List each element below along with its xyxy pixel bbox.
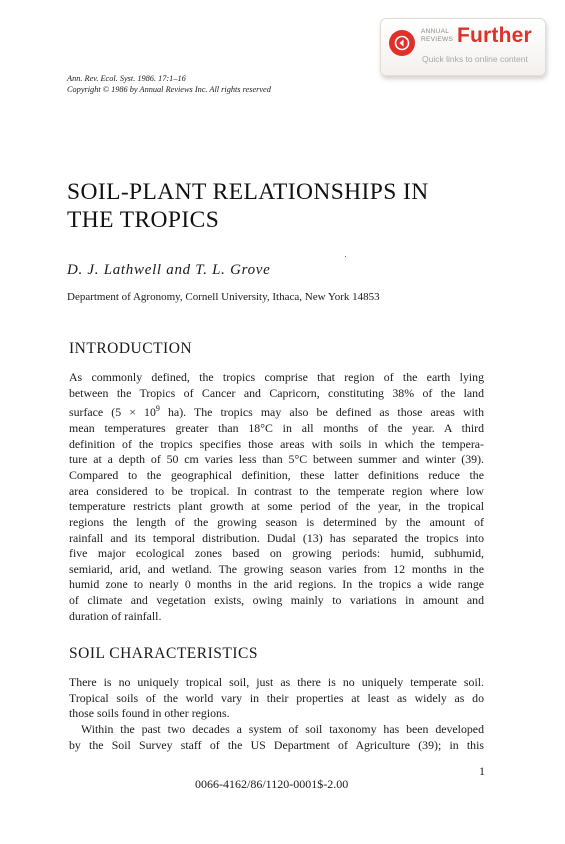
text-line: those soils found in other regions.	[69, 706, 230, 721]
annual-reviews-label: ANNUAL REVIEWS	[421, 28, 454, 43]
text-line: Tropical soils of the world vary in their properties at least as widely as do	[69, 690, 484, 705]
further-label: Further	[457, 24, 532, 47]
soil-characteristics-paragraph	[69, 675, 484, 753]
text-fragment: ha). The tropics may also be defined as those areas with	[159, 405, 484, 420]
scan-speck	[345, 256, 346, 257]
article-code: 0066-4162/86/1120-0001$-2.00	[195, 777, 349, 791]
text-line: Compared to the geographical definition, these latter definitions reduce the	[69, 467, 484, 482]
text-line: duration of rainfall.	[69, 608, 162, 623]
author-affiliation: Department of Agronomy, Cornell University, Ithaca, New York 14853	[67, 291, 380, 303]
title-line: THE TROPICS	[67, 207, 220, 233]
text-line: There is no uniquely tropical soil, just as there is no uniquely temperate soil.	[69, 675, 484, 689]
text-line: As commonly defined, the tropics comprise that region of the earth lying	[69, 370, 484, 384]
text-line: by the Soil Survey staff of the US Department of Agriculture (39); in this	[69, 737, 484, 752]
text-line: humid zone to nearly 0 months in the arid regions. In the tropics a wide range	[69, 577, 484, 592]
annual-reviews-logo-icon	[389, 30, 415, 56]
section-heading-introduction: INTRODUCTION	[69, 340, 193, 357]
text-line: semiarid, arid, and wetland. The growing season varies from 12 months in the	[69, 561, 484, 576]
text-line: rainfall and its temporal distribution. Dudal (13) has separated the tropics into	[69, 530, 484, 545]
text-line: regions the length of the growing season is determined by the amount of	[69, 514, 484, 529]
article-title	[67, 178, 429, 234]
further-links-badge[interactable]	[380, 18, 546, 76]
text-line	[69, 401, 484, 421]
page-number: 1	[479, 764, 485, 778]
text-line: definition of the tropics specifies those areas with soils in which the tempera-	[69, 436, 484, 451]
text-line: of climate and vegetation exists, owing mainly to variations in amount and	[69, 593, 484, 608]
section-heading-soil-characteristics: SOIL CHARACTERISTICS	[69, 645, 258, 662]
text-fragment: surface (5 × 10	[69, 405, 156, 420]
citation-line: Ann. Rev. Ecol. Syst. 1986. 17:1–16	[67, 74, 186, 83]
text-line: between the Tropics of Cancer and Capricorn, constituting 38% of the land	[69, 385, 484, 400]
text-line: temperature restricts plant growth at some period of the year, in the tropical	[69, 499, 484, 514]
text-line: area considered to be tropical. In contrast to the temperate region where low	[69, 483, 484, 498]
text-line: ture at a depth of 50 cm varies less than 5°C between summer and winter (39).	[69, 452, 484, 467]
superscript: 9	[155, 404, 160, 414]
quick-links-label: Quick links to online content	[422, 54, 528, 64]
journal-citation	[67, 73, 271, 95]
title-line: SOIL-PLANT RELATIONSHIPS IN	[67, 179, 429, 205]
text-line: Within the past two decades a system of soil taxonomy has been developed	[81, 721, 484, 736]
back-arrow-icon	[394, 35, 410, 51]
text-line: five major ecological zones based on growing periods: humid, subhumid,	[69, 546, 484, 561]
introduction-paragraph	[69, 370, 484, 624]
text-line: mean temperatures greater than 18°C in all months of the year. A third	[69, 420, 484, 435]
copyright-line: Copyright © 1986 by Annual Reviews Inc. All rights reserved	[67, 85, 271, 94]
article-authors: D. J. Lathwell and T. L. Grove	[67, 262, 271, 278]
